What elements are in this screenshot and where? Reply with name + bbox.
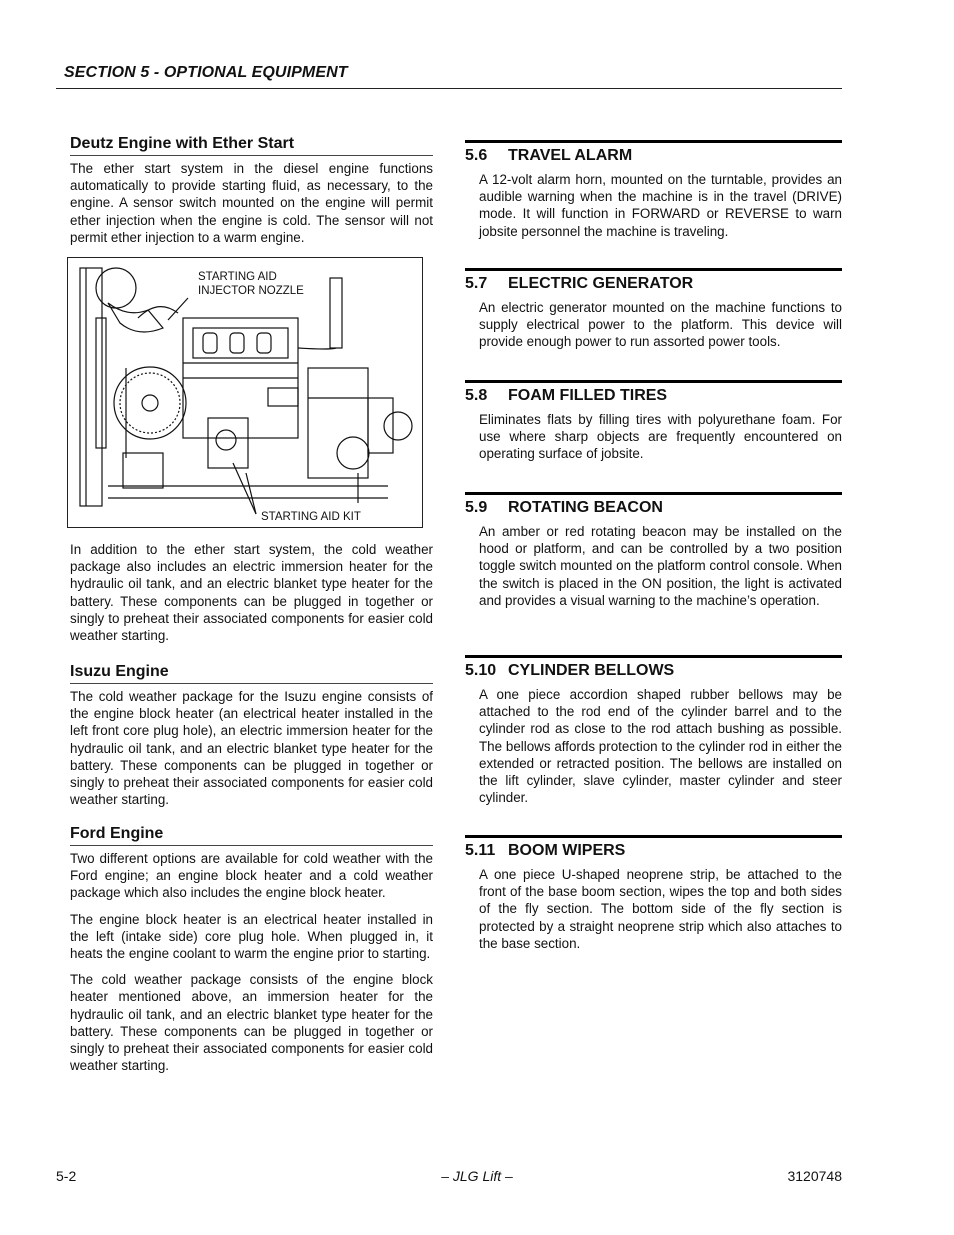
- cold-weather-paragraph: In addition to the ether start system, the cold weather package also includes an electric immersion heater for the hydraulic oil tank, and an electric blanket type heater for the battery. These components can be plugged in together or singly to preheat their associated components for easier cold weather starting.: [70, 542, 433, 644]
- section-title: CYLINDER BELLOWS: [508, 662, 675, 679]
- section-number: 5.10: [465, 662, 497, 679]
- deutz-heading: Deutz Engine with Ether Start: [70, 135, 433, 156]
- section-5-6: [465, 140, 842, 240]
- section-paragraph: An amber or red rotating beacon may be installed on the hood or platform, and can be controlled by a two position toggle switch mounted on the platform control console. When the switch is placed in the ON position, the light is activated and provides a visual warning to the machine’s operation.: [479, 524, 842, 608]
- label-starting-aid-kit: STARTING AID KIT: [261, 511, 361, 523]
- section-5-11: [465, 835, 842, 952]
- section-paragraph: A one piece accordion shaped rubber bellows may be attached to the rod end of the cylinder barrel and to the cylinder rod as close to the rod attach bushing as possible. The bellows affords protection to the cylinder rod in either the extended or retracted position. The bellows are installed on the lift cylinder, slave cylinder, master cylinder and steer cylinder.: [479, 687, 842, 806]
- header-divider: [56, 88, 842, 89]
- isuzu-heading: Isuzu Engine: [70, 663, 433, 684]
- isuzu-section: [70, 663, 433, 808]
- ford-paragraph-3: The cold weather package consists of the engine block heater mentioned above, an immersion heater for the hydraulic oil tank, and an electric blanket type heater for the battery. These components can be plugged in together or singly to preheat their associated components for easier cold weather starting.: [70, 972, 433, 1074]
- section-title: FOAM FILLED TIRES: [508, 387, 668, 404]
- section-title: SECTION 5 - OPTIONAL EQUIPMENT: [64, 64, 348, 81]
- section-number: 5.8: [465, 387, 488, 404]
- section-title: ROTATING BEACON: [508, 499, 663, 516]
- document-number: 3120748: [787, 1168, 842, 1184]
- section-paragraph: An electric generator mounted on the machine functions to supply electrical power to the platform. This device will provide enough power to run assorted power tools.: [479, 300, 842, 350]
- section-heading: [465, 140, 842, 165]
- label-injector-nozzle: INJECTOR NOZZLE: [198, 285, 304, 297]
- ford-heading: Ford Engine: [70, 825, 433, 846]
- section-paragraph: A 12-volt alarm horn, mounted on the turntable, provides an audible warning when the machine is in the travel (DRIVE) mode. It will function in FORWARD or REVERSE to warn jobsite personnel the machine is traveling.: [479, 172, 842, 239]
- section-5-9: [465, 492, 842, 609]
- footer-brand: – JLG Lift –: [441, 1168, 513, 1184]
- section-5-10: [465, 655, 842, 806]
- section-title: TRAVEL ALARM: [508, 147, 633, 164]
- section-heading: [465, 492, 842, 517]
- section-heading: [465, 835, 842, 860]
- section-title: BOOM WIPERS: [508, 842, 626, 859]
- section-number: 5.6: [465, 147, 488, 164]
- section-number: 5.7: [465, 275, 488, 292]
- section-paragraph: Eliminates flats by filling tires with polyurethane foam. For use where sharp objects are frequently encountered on operating surface of jobsite.: [479, 412, 842, 462]
- ford-section: [70, 825, 433, 1074]
- section-5-7: [465, 268, 842, 351]
- section-number: 5.9: [465, 499, 488, 516]
- section-title: ELECTRIC GENERATOR: [508, 275, 694, 292]
- section-number: 5.11: [465, 842, 496, 859]
- ford-paragraph-2: The engine block heater is an electrical heater installed in the left (intake side) core plug hole. When plugged in, it heats the engine coolant to warm the engine prior to starting.: [70, 911, 433, 962]
- deutz-section: [70, 135, 433, 246]
- ford-paragraph-1: Two different options are available for cold weather with the Ford engine; an engine block heater and a cold weather package which also includes the engine block heater.: [70, 851, 433, 901]
- section-heading: [465, 655, 842, 680]
- cold-weather-block: [70, 541, 433, 644]
- section-5-8: [465, 380, 842, 463]
- page-number: 5-2: [56, 1168, 77, 1184]
- section-paragraph: A one piece U-shaped neoprene strip, be attached to the front of the base boom section, wipes the top and both sides of the fly section. The bottom side of the fly section is protected by a straight neoprene strip which also attaches to the base section.: [479, 867, 842, 951]
- deutz-paragraph: The ether start system in the diesel engine functions automatically to provide starting fluid, as necessary, to the engine. A sensor switch mounted on the engine will permit ether injection when the engine is cold. The sensor will not permit ether injection to a warm engine.: [70, 161, 433, 245]
- isuzu-paragraph: The cold weather package for the Isuzu engine consists of the engine block heater (an electrical heater installed in the left front core plug hole), an electric immersion heater for the hydraulic oil tank, and an electric blanket type heater for the battery. These components can be plugged in together or singly to preheat their associated components for easier cold weather starting.: [70, 689, 433, 808]
- label-starting-aid: STARTING AID: [198, 271, 277, 283]
- section-heading: [465, 380, 842, 405]
- engine-diagram: [68, 258, 422, 527]
- engine-figure: [67, 257, 423, 528]
- section-heading: [465, 268, 842, 293]
